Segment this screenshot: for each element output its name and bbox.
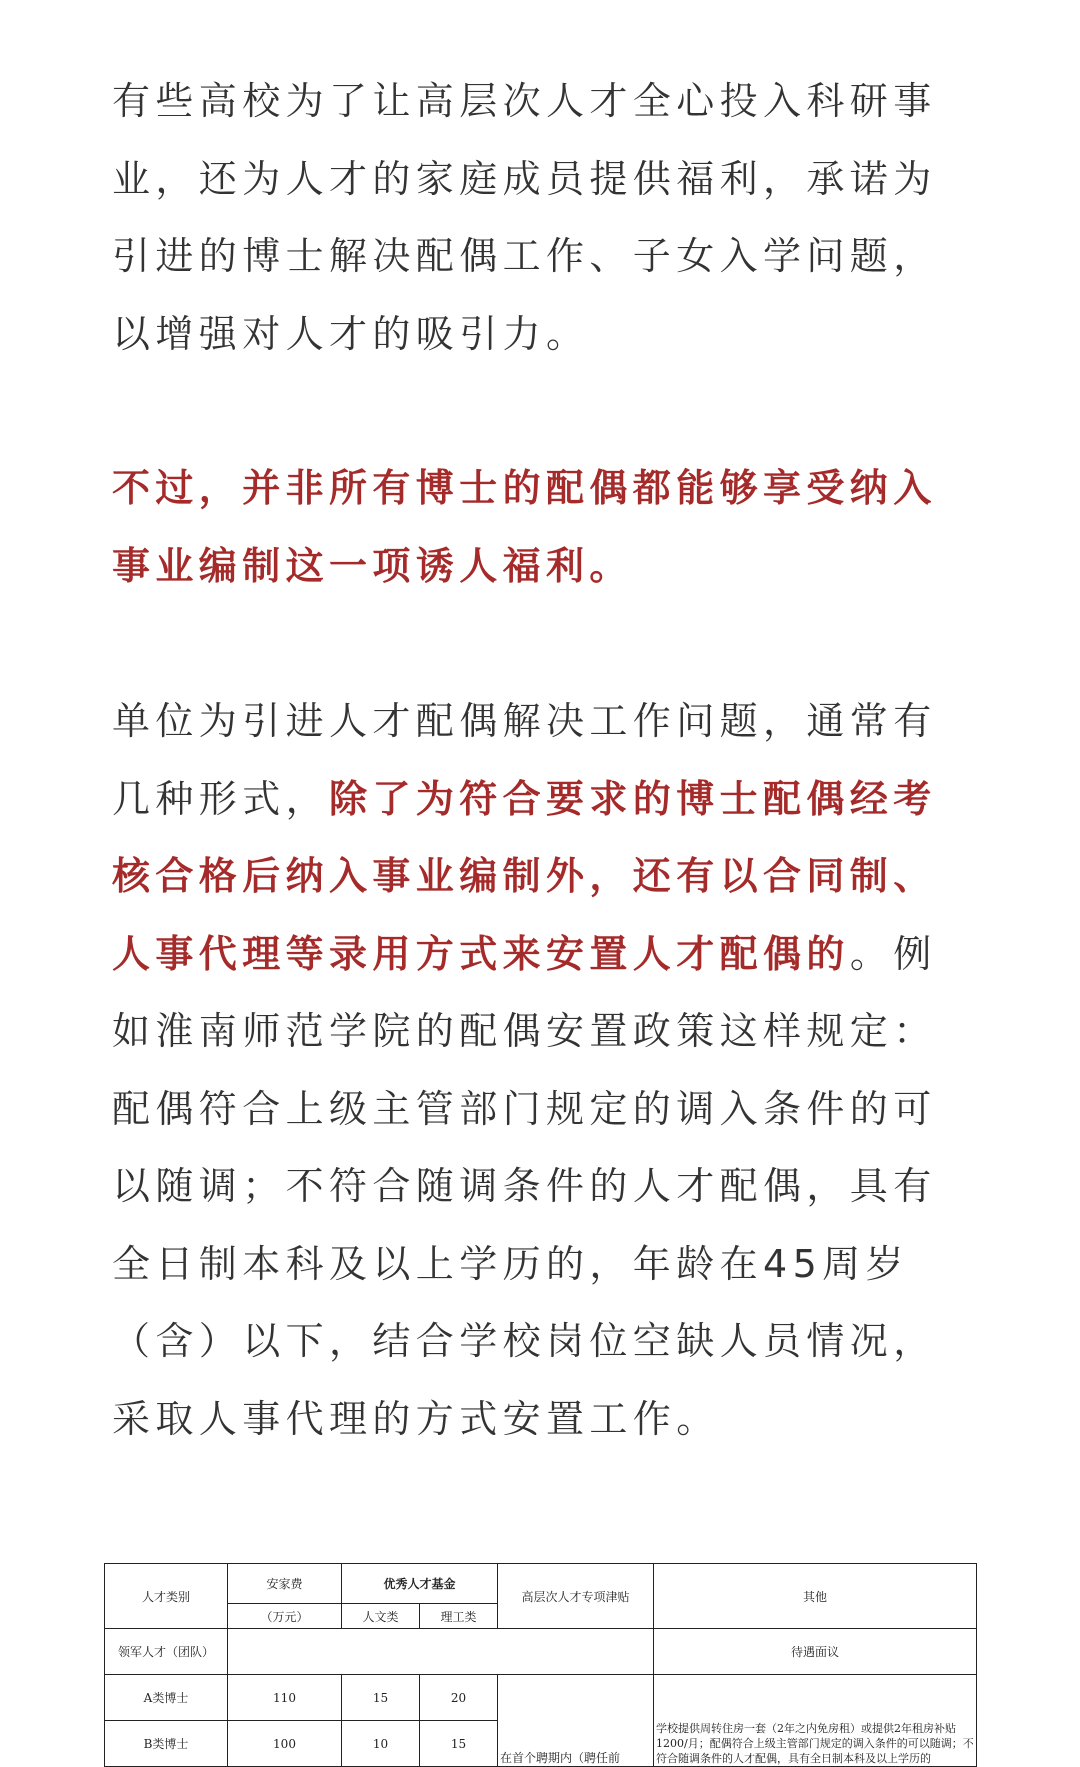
row-b-arts: 10 [342, 1721, 420, 1767]
paragraph-intro: 有些高校为了让高层次人才全心投入科研事业，还为人才的家庭成员提供福利，承诺为引进的博士解决配偶工作、子女入学问题，以增强对人才的吸引力。 [112, 79, 937, 356]
row-a-science: 20 [420, 1675, 498, 1721]
header-talent-fund: 优秀人才基金 [342, 1564, 498, 1604]
header-settle-unit: （万元） [228, 1604, 342, 1629]
paragraph-policy-tail: 。例如淮南师范学院的配偶安置政策这样规定：配偶符合上级主管部门规定的调入条件的可以随调；不符合随调条件的人才配偶，具有全日制本科及以上学历的，年龄在45周岁（含）以下，结合学校岗位空缺人员情况，采取人事代理的方式安置工作。 [112, 931, 937, 1441]
header-other: 其他 [654, 1564, 977, 1629]
row-b-category: B类博士 [105, 1721, 228, 1767]
row-leader-category: 领军人才（团队） [105, 1629, 228, 1675]
row-leader-empty [228, 1629, 654, 1675]
header-settle-fee: 安家费 [228, 1564, 342, 1604]
talent-benefits-table [104, 1563, 977, 1767]
paragraph-policy-lead: 单位为引进人才配偶解决工作问题，通常有几种形式， [112, 699, 937, 821]
paragraph-policy-emphasis: 除了为符合要求的博士配偶经考核合格后纳入事业编制外，还有以合同制、人事代理等录用方式来安置人才配偶的 [112, 776, 937, 976]
other-note: 学校提供周转住房一套（2年之内免房租）或提供2年租房补贴1200/月；配偶符合上级主管部门规定的调入条件的可以随调；不符合随调条件的人才配偶，具有全日制本科及以上学历的 [654, 1675, 977, 1767]
row-leader-other: 待遇面议 [654, 1629, 977, 1675]
row-b-settle: 100 [228, 1721, 342, 1767]
row-b-science: 15 [420, 1721, 498, 1767]
header-fund-science: 理工类 [420, 1604, 498, 1629]
header-allowance: 高层次人才专项津贴 [498, 1564, 654, 1629]
paragraph-emphasis: 不过，并非所有博士的配偶都能够享受纳入事业编制这一项诱人福利。 [112, 466, 937, 588]
row-a-category: A类博士 [105, 1675, 228, 1721]
allowance-note: 在首个聘期内（聘任前 [498, 1675, 654, 1767]
row-a-settle: 110 [228, 1675, 342, 1721]
paragraph-policy [112, 683, 968, 1458]
header-fund-arts: 人文类 [342, 1604, 420, 1629]
header-category: 人才类别 [105, 1564, 228, 1629]
row-a-arts: 15 [342, 1675, 420, 1721]
